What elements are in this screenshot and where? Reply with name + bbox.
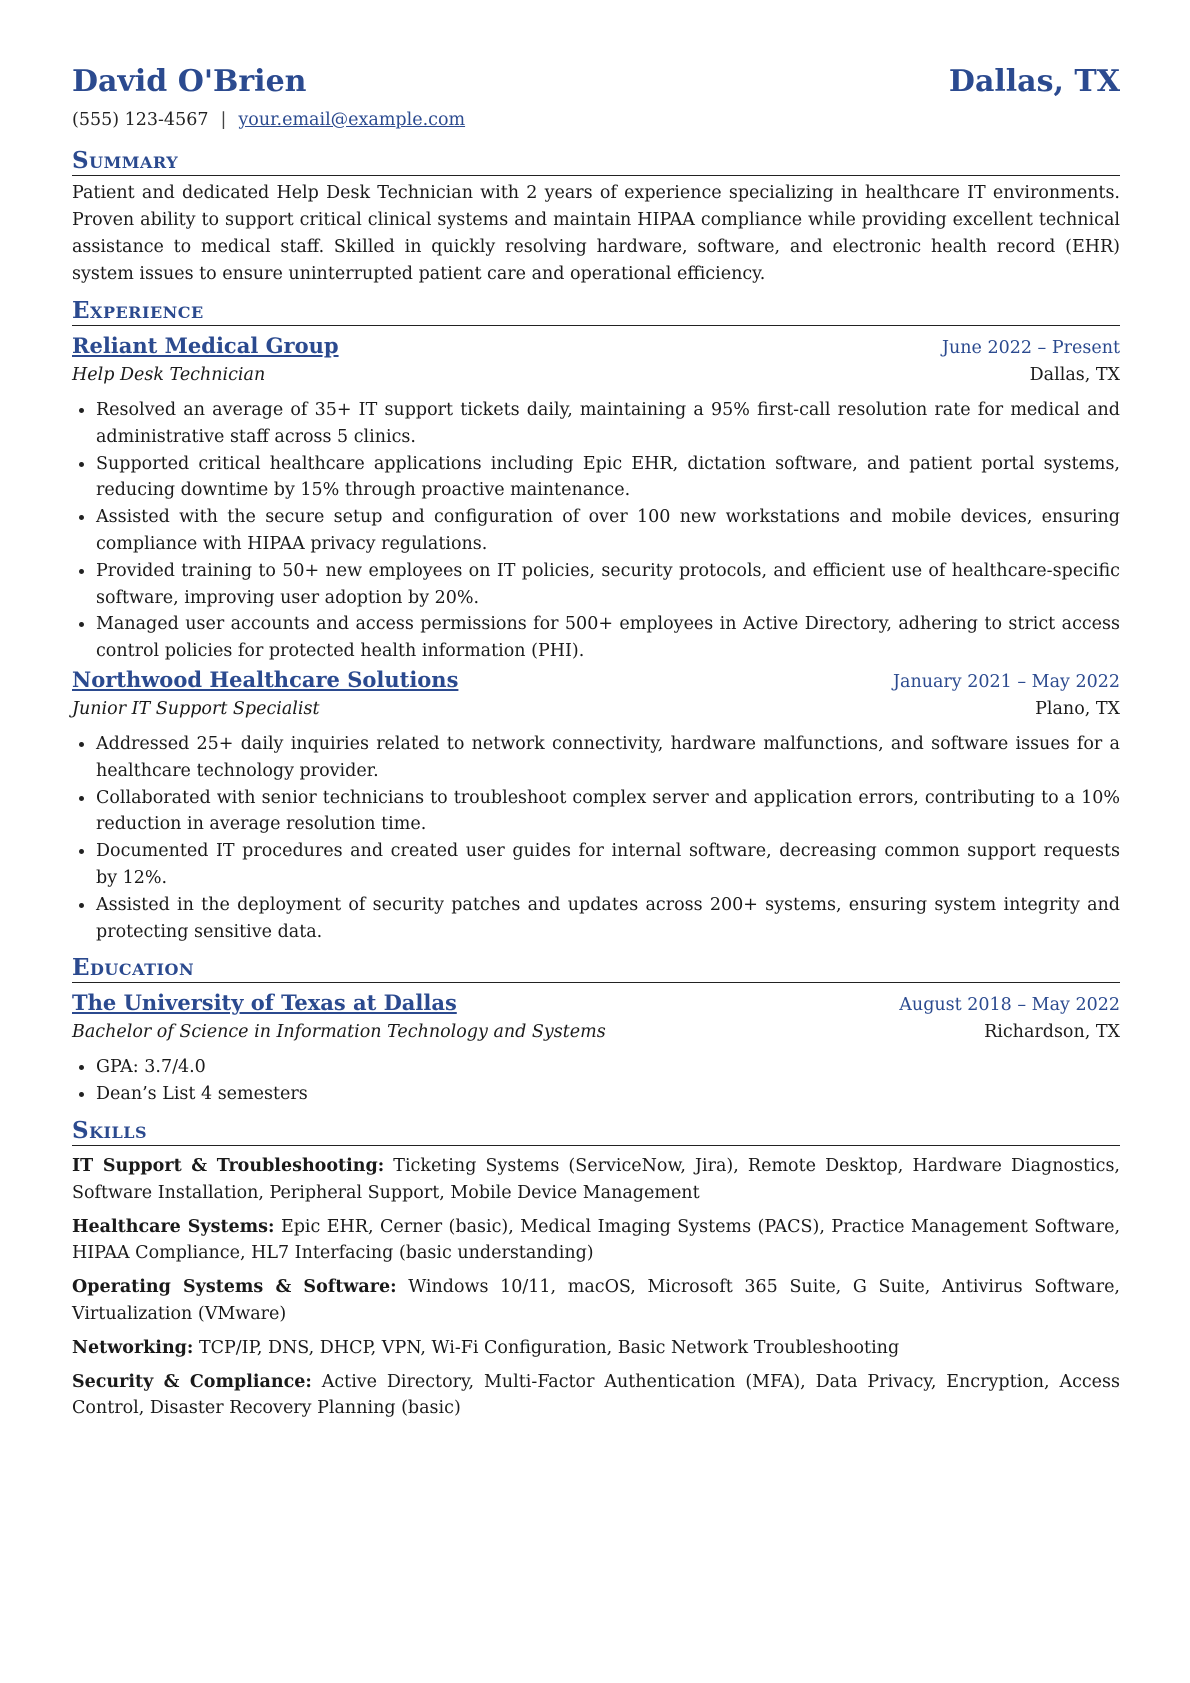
degree-name: Bachelor of Science in Information Technology and Systems	[72, 1022, 606, 1043]
skill-group	[72, 1335, 1120, 1362]
education-bullets	[72, 1054, 1120, 1108]
skill-label: Healthcare Systems:	[72, 1216, 275, 1237]
skill-text: Active Directory, Multi-Factor Authentication (MFA), Data Privacy, Encryption, Access Control, Disaster Recovery Planning (basic)	[72, 1371, 1120, 1419]
job-title: Help Desk Technician	[72, 365, 266, 385]
job-location: Dallas, TX	[1029, 365, 1120, 385]
school-location: Richardson, TX	[984, 1022, 1120, 1043]
job-entry	[72, 666, 1120, 945]
list-item: GPA: 3.7/4.0	[96, 1054, 1120, 1081]
list-item: Assisted in the deployment of security patches and updates across 200+ systems, ensuring system integrity and protecting sensitive data.	[96, 892, 1120, 946]
education-subheader	[72, 1019, 1120, 1046]
skill-label: Operating Systems & Software:	[72, 1277, 397, 1298]
list-item: Supported critical healthcare applications including Epic EHR, dictation software, and patient portal systems, reducing downtime by 15% through proactive maintenance.	[96, 451, 1120, 505]
list-item: Managed user accounts and access permissions for 500+ employees in Active Directory, adhering to strict access control policies for protected health information (PHI).	[96, 611, 1120, 665]
candidate-name: David O'Brien	[72, 64, 307, 99]
list-item: Resolved an average of 35+ IT support tickets daily, maintaining a 95% first-call resolution rate for medical and administrative staff across 5 clinics.	[96, 397, 1120, 451]
list-item: Assisted with the secure setup and configuration of over 100 new workstations and mobile devices, ensuring compliance with HIPAA privacy regulations.	[96, 504, 1120, 558]
job-bullets	[72, 731, 1120, 945]
contact-separator: |	[220, 110, 227, 130]
resume-header	[72, 62, 1120, 102]
job-organization[interactable]: Reliant Medical Group	[72, 333, 339, 358]
job-header	[72, 332, 1120, 362]
resume-page	[72, 62, 1120, 1429]
job-bullets	[72, 397, 1120, 665]
skill-group	[72, 1369, 1120, 1423]
phone-number: (555) 123-4567	[72, 110, 209, 130]
list-item: Provided training to 50+ new employees on IT policies, security protocols, and efficient use of healthcare-specific software, improving user adoption by 20%.	[96, 558, 1120, 612]
school-name[interactable]: The University of Texas at Dallas	[72, 990, 457, 1016]
skill-label: IT Support & Troubleshooting:	[72, 1155, 385, 1176]
education-heading: Education	[72, 954, 1120, 983]
summary-section	[72, 147, 1120, 288]
candidate-location: Dallas, TX	[948, 64, 1120, 99]
skill-text: TCP/IP, DNS, DHCP, VPN, Wi-Fi Configuration, Basic Network Troubleshooting	[193, 1337, 900, 1358]
email-link[interactable]: your.email@example.com	[238, 110, 466, 130]
job-dates: June 2022 – Present	[941, 338, 1120, 358]
list-item: Documented IT procedures and created user guides for internal software, decreasing common support requests by 12%.	[96, 838, 1120, 892]
contact-line	[72, 108, 1120, 132]
skills-heading: Skills	[72, 1117, 1120, 1146]
education-header	[72, 989, 1120, 1019]
skill-text: Ticketing Systems (ServiceNow, Jira), Remote Desktop, Hardware Diagnostics, Software Installation, Peripheral Support, Mobile Device Management	[72, 1155, 1120, 1203]
skills-section	[72, 1117, 1120, 1422]
job-subheader	[72, 696, 1120, 723]
experience-heading: Experience	[72, 297, 1120, 326]
job-header	[72, 666, 1120, 696]
skill-group	[72, 1214, 1120, 1268]
experience-section	[72, 297, 1120, 945]
skill-text: Epic EHR, Cerner (basic), Medical Imaging Systems (PACS), Practice Management Software, HIPAA Compliance, HL7 Interfacing (basic understanding)	[72, 1216, 1121, 1264]
education-entry	[72, 989, 1120, 1108]
education-dates: August 2018 – May 2022	[899, 995, 1120, 1016]
list-item: Addressed 25+ daily inquiries related to network connectivity, hardware malfunctions, and software issues for a healthcare technology provider.	[96, 731, 1120, 785]
job-organization[interactable]: Northwood Healthcare Solutions	[72, 666, 459, 692]
summary-heading: Summary	[72, 147, 1120, 176]
skill-label: Networking:	[72, 1337, 194, 1358]
list-item: Collaborated with senior technicians to troubleshoot complex server and application errors, contributing to a 10% reduction in average resolution time.	[96, 785, 1120, 839]
job-title: Junior IT Support Specialist	[72, 698, 320, 719]
job-dates: January 2021 – May 2022	[893, 671, 1120, 692]
skill-group	[72, 1274, 1120, 1328]
job-subheader	[72, 362, 1120, 389]
job-entry	[72, 332, 1120, 665]
skill-label: Security & Compliance:	[72, 1371, 312, 1392]
skill-text: Windows 10/11, macOS, Microsoft 365 Suite, G Suite, Antivirus Software, Virtualization (VMware)	[72, 1277, 1120, 1324]
education-section	[72, 954, 1120, 1108]
skills-list	[72, 1153, 1120, 1422]
skill-group	[72, 1153, 1120, 1207]
job-location: Plano, TX	[1035, 698, 1120, 719]
summary-text: Patient and dedicated Help Desk Technician with 2 years of experience specializing in healthcare IT environments. Proven ability to support critical clinical systems and maintain HIPAA compliance while providing excellent technical assistance to medical staff. Skilled in quickly resolving hardware, software, and electronic health record (EHR) system issues to ensure uninterrupted patient care and operational efficiency.	[72, 183, 1120, 284]
list-item: Dean’s List 4 semesters	[96, 1081, 1120, 1108]
